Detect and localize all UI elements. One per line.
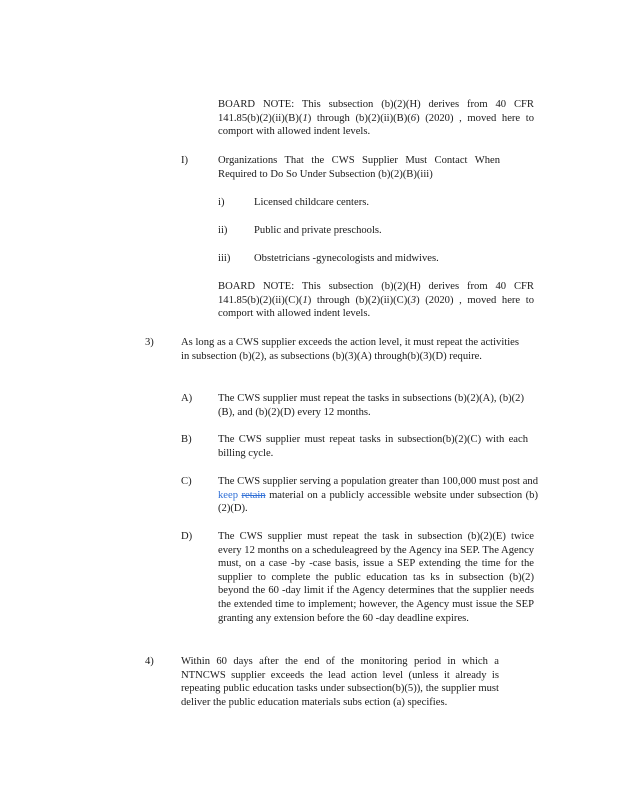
subitem-label: iii) xyxy=(218,253,231,264)
item-label: A) xyxy=(181,393,193,404)
text-run: material on a publicly accessible website under subsection (b)(2)(D). xyxy=(218,489,538,515)
item-label: C) xyxy=(181,476,192,487)
item-3a-text: The CWS supplier must repeat the tasks in subsections (b)(2)(A), (b)(2)(B), and (b)(2)(D) every 12 months. xyxy=(218,393,524,418)
subitem-label: i) xyxy=(218,197,225,208)
board-note-number: 1 xyxy=(302,112,308,124)
item-label: 3) xyxy=(145,337,154,348)
subitem-text: Licensed childcare centers. xyxy=(254,197,369,208)
item-label: D) xyxy=(181,531,193,542)
subitem-text: Public and private preschools. xyxy=(254,225,382,236)
item-i-heading: Organizations That the CWS Supplier Must Contact When Required to Do So Under Subsection (b)(2)(B)(iii) xyxy=(218,155,500,180)
item-label: B) xyxy=(181,434,192,445)
item-3d-text: The CWS supplier must repeat the task in subsection (b)(2)(E) twice every 12 months on a scheduleagreed by the Agency ina SEP. The Agency must, on a case -by -case basis, issue a SEP extending the time for the supplier to complete the public education tas ks in subsection (b)(2) beyond the 60 -day limit if the Agency determines that the supplier needs the extended time to implement; however, the Agency must issue the SEP granting any extension before the 60 -day deadline expires. xyxy=(218,531,534,624)
item-4-text: Within 60 days after the end of the monitoring period in which a NTNCWS supplier exceeds the lead action level (unless it already is repeating public education tasks under subsection(b)(5)), the supplier must deliver the public education materials subs ection (a) specifies. xyxy=(181,656,499,708)
item-3b-text: The CWS supplier must repeat tasks in subsection(b)(2)(C) with each billing cycle. xyxy=(218,434,528,459)
board-note-number: 3 xyxy=(410,294,417,306)
board-note-text: ) through (b)(2)(ii)(B)( xyxy=(307,112,411,124)
subitem-text: Obstetricians -gynecologists and midwives. xyxy=(254,253,439,264)
item-3c-text xyxy=(218,475,538,516)
subitem-label: ii) xyxy=(218,225,228,236)
board-note-number: 1 xyxy=(302,294,308,306)
board-note-second xyxy=(218,280,534,321)
board-note-text: BOARD NOTE: This subsection (b)(2)(H) derives from 40 CFR 141.85(b)(2)(ii)(C)( xyxy=(218,281,534,306)
board-note-text: ) (2020) , moved here to comport with allowed indent levels. xyxy=(218,112,535,138)
board-note-number: 6 xyxy=(410,112,417,124)
board-note-text: BOARD NOTE: This subsection (b)(2)(H) derives from 40 CFR 141.85(b)(2)(ii)(B)( xyxy=(218,99,534,124)
board-note-text: ) through (b)(2)(ii)(C)( xyxy=(307,294,411,306)
board-note-first xyxy=(218,98,534,139)
item-label: I) xyxy=(181,155,189,166)
inserted-text: keep xyxy=(218,489,238,501)
text-run: The CWS supplier serving a population greater than 100,000 must post and xyxy=(218,476,538,487)
item-label: 4) xyxy=(145,656,154,667)
item-3-text: As long as a CWS supplier exceeds the action level, it must repeat the activities in subsection (b)(2), as subsections (b)(3)(A) through(b)(3)(D) require. xyxy=(181,337,519,362)
board-note-text: ) (2020) , moved here to comport with allowed indent levels. xyxy=(218,294,535,320)
deleted-text: retain xyxy=(241,489,266,501)
